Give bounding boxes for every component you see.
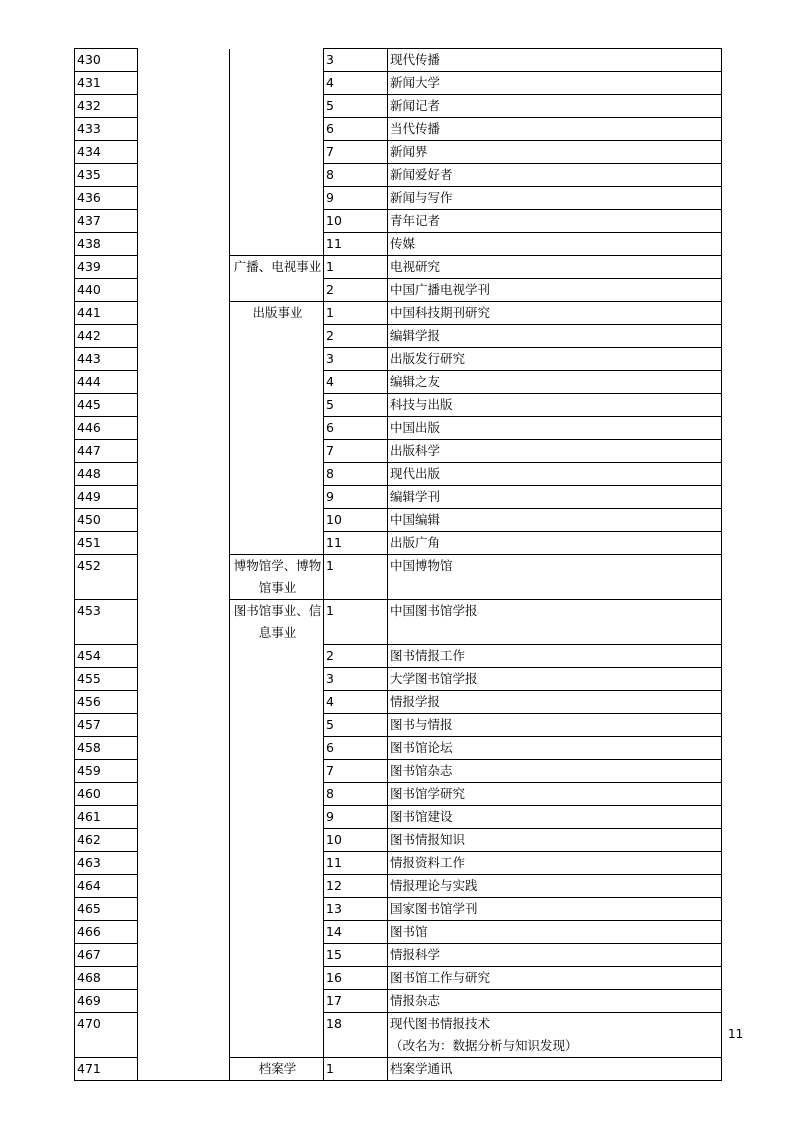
- sub-category-cell: [230, 852, 324, 875]
- sequence-cell: 7: [324, 760, 388, 783]
- journal-name: 出版发行研究: [390, 351, 466, 366]
- sub-category-cell: [230, 187, 324, 210]
- sub-category-cell: [230, 898, 324, 921]
- journal-name-cell: [388, 783, 722, 806]
- page-number: 11: [728, 1027, 744, 1041]
- row-number-cell: 438: [75, 233, 138, 256]
- main-category-cell: [138, 783, 230, 806]
- main-category-cell: [138, 532, 230, 555]
- journal-name: 档案学通讯: [390, 1061, 453, 1076]
- table-row: [75, 555, 722, 600]
- journal-name-cell: [388, 164, 722, 187]
- journal-name-cell: [388, 1058, 722, 1081]
- row-number-cell: 444: [75, 371, 138, 394]
- main-category-cell: [138, 49, 230, 72]
- journal-catalog-table: [74, 48, 722, 1081]
- sequence-cell: 5: [324, 714, 388, 737]
- journal-name: 大学图书馆学报: [390, 671, 478, 686]
- main-category-cell: [138, 141, 230, 164]
- row-number-cell: 453: [75, 600, 138, 645]
- row-number-cell: 435: [75, 164, 138, 187]
- sequence-cell: 11: [324, 532, 388, 555]
- journal-name-cell: [388, 509, 722, 532]
- main-category-cell: [138, 187, 230, 210]
- row-number-cell: 471: [75, 1058, 138, 1081]
- row-number-cell: 440: [75, 279, 138, 302]
- journal-name-cell: [388, 440, 722, 463]
- row-number-cell: 445: [75, 394, 138, 417]
- main-category-cell: [138, 1013, 230, 1058]
- row-number-cell: 452: [75, 555, 138, 600]
- main-category-cell: [138, 852, 230, 875]
- sequence-cell: 14: [324, 921, 388, 944]
- row-number-cell: 450: [75, 509, 138, 532]
- sequence-cell: 8: [324, 783, 388, 806]
- journal-name-cell: [388, 600, 722, 645]
- row-number-cell: 455: [75, 668, 138, 691]
- sub-category-cell: [230, 806, 324, 829]
- table-row: [75, 463, 722, 486]
- main-category-cell: [138, 645, 230, 668]
- sequence-cell: 4: [324, 691, 388, 714]
- row-number-cell: 468: [75, 967, 138, 990]
- journal-name: 图书与情报: [390, 717, 453, 732]
- sequence-cell: 1: [324, 600, 388, 645]
- sequence-cell: 5: [324, 95, 388, 118]
- row-number-cell: 457: [75, 714, 138, 737]
- main-category-cell: [138, 875, 230, 898]
- sub-category-cell: [230, 164, 324, 187]
- table-row: [75, 645, 722, 668]
- sequence-cell: 6: [324, 737, 388, 760]
- table-row: [75, 1058, 722, 1081]
- sequence-cell: 10: [324, 829, 388, 852]
- journal-name: 出版广角: [390, 535, 441, 550]
- journal-name: 中国出版: [390, 420, 441, 435]
- sequence-cell: 2: [324, 279, 388, 302]
- sub-category-cell: [230, 348, 324, 371]
- sub-category-cell: [230, 49, 324, 72]
- main-category-cell: [138, 95, 230, 118]
- table-row: [75, 990, 722, 1013]
- sub-category-cell: 图书馆事业、信息事业: [230, 600, 324, 645]
- table-row: [75, 783, 722, 806]
- row-number-cell: 433: [75, 118, 138, 141]
- main-category-cell: [138, 668, 230, 691]
- sequence-cell: 3: [324, 668, 388, 691]
- sequence-cell: 17: [324, 990, 388, 1013]
- main-category-cell: [138, 760, 230, 783]
- table-row: [75, 691, 722, 714]
- main-category-cell: [138, 829, 230, 852]
- row-number-cell: 466: [75, 921, 138, 944]
- sequence-cell: 3: [324, 348, 388, 371]
- sequence-cell: 1: [324, 555, 388, 600]
- journal-name: 图书情报工作: [390, 648, 466, 663]
- journal-name-cell: [388, 210, 722, 233]
- sequence-cell: 10: [324, 509, 388, 532]
- main-category-cell: [138, 486, 230, 509]
- table-row: [75, 668, 722, 691]
- sub-category-cell: [230, 668, 324, 691]
- table-row: [75, 898, 722, 921]
- sequence-cell: 4: [324, 371, 388, 394]
- journal-name: 传媒: [390, 236, 416, 251]
- journal-name-cell: [388, 371, 722, 394]
- table-row: [75, 714, 722, 737]
- sub-category-cell: [230, 417, 324, 440]
- sequence-cell: 10: [324, 210, 388, 233]
- row-number-cell: 430: [75, 49, 138, 72]
- main-category-cell: [138, 118, 230, 141]
- main-category-cell: [138, 921, 230, 944]
- sub-category-cell: [230, 141, 324, 164]
- sub-category-cell: [230, 921, 324, 944]
- row-number-cell: 447: [75, 440, 138, 463]
- main-category-cell: [138, 944, 230, 967]
- table-row: [75, 371, 722, 394]
- journal-rename-note: （改名为：数据分析与知识发现）: [390, 1038, 578, 1053]
- journal-name: 中国图书馆学报: [390, 603, 478, 618]
- sequence-cell: 3: [324, 49, 388, 72]
- row-number-cell: 456: [75, 691, 138, 714]
- journal-name: 图书馆: [390, 924, 428, 939]
- main-category-cell: [138, 440, 230, 463]
- journal-name-cell: [388, 532, 722, 555]
- row-number-cell: 437: [75, 210, 138, 233]
- journal-name: 中国博物馆: [390, 558, 453, 573]
- row-number-cell: 442: [75, 325, 138, 348]
- sub-category-cell: [230, 1013, 324, 1058]
- sub-category-cell: [230, 394, 324, 417]
- row-number-cell: 441: [75, 302, 138, 325]
- table-row: [75, 760, 722, 783]
- sequence-cell: 1: [324, 256, 388, 279]
- journal-name: 图书馆杂志: [390, 763, 453, 778]
- sub-category-cell: [230, 233, 324, 256]
- main-category-cell: [138, 256, 230, 279]
- sequence-cell: 6: [324, 417, 388, 440]
- row-number-cell: 458: [75, 737, 138, 760]
- main-category-cell: [138, 990, 230, 1013]
- journal-name-cell: [388, 279, 722, 302]
- row-number-cell: 439: [75, 256, 138, 279]
- sequence-cell: 4: [324, 72, 388, 95]
- row-number-cell: 464: [75, 875, 138, 898]
- journal-name: 图书情报知识: [390, 832, 466, 847]
- journal-name-cell: [388, 921, 722, 944]
- sequence-cell: 1: [324, 1058, 388, 1081]
- sub-category-cell: [230, 72, 324, 95]
- sub-category-cell: [230, 760, 324, 783]
- sub-category-cell: [230, 645, 324, 668]
- main-category-cell: [138, 1058, 230, 1081]
- main-category-cell: [138, 463, 230, 486]
- main-category-cell: [138, 714, 230, 737]
- journal-name-cell: [388, 348, 722, 371]
- journal-name: 编辑之友: [390, 374, 441, 389]
- journal-name: 现代出版: [390, 466, 441, 481]
- journal-name-cell: [388, 141, 722, 164]
- sub-category-cell: [230, 532, 324, 555]
- row-number-cell: 465: [75, 898, 138, 921]
- main-category-cell: [138, 600, 230, 645]
- journal-name: 国家图书馆学刊: [390, 901, 478, 916]
- main-category-cell: [138, 371, 230, 394]
- main-category-cell: [138, 233, 230, 256]
- table-row: [75, 95, 722, 118]
- row-number-cell: 446: [75, 417, 138, 440]
- journal-name-cell: [388, 898, 722, 921]
- sub-category-cell: [230, 509, 324, 532]
- sequence-cell: 15: [324, 944, 388, 967]
- sub-category-cell: [230, 967, 324, 990]
- table-row: [75, 394, 722, 417]
- sequence-cell: 1: [324, 302, 388, 325]
- row-number-cell: 436: [75, 187, 138, 210]
- journal-name: 科技与出版: [390, 397, 453, 412]
- sub-category-cell: 档案学: [230, 1058, 324, 1081]
- sub-category-cell: [230, 944, 324, 967]
- journal-name: 情报学报: [390, 694, 441, 709]
- row-number-cell: 454: [75, 645, 138, 668]
- main-category-cell: [138, 967, 230, 990]
- table-row: [75, 532, 722, 555]
- table-row: [75, 600, 722, 645]
- row-number-cell: 449: [75, 486, 138, 509]
- journal-name: 新闻大学: [390, 75, 441, 90]
- journal-name-cell: [388, 944, 722, 967]
- journal-name-cell: [388, 49, 722, 72]
- journal-name: 现代传播: [390, 52, 441, 67]
- journal-name: 情报杂志: [390, 993, 441, 1008]
- row-number-cell: 432: [75, 95, 138, 118]
- main-category-cell: [138, 417, 230, 440]
- sequence-cell: 9: [324, 187, 388, 210]
- journal-name-cell: [388, 486, 722, 509]
- row-number-cell: 462: [75, 829, 138, 852]
- table-row: [75, 233, 722, 256]
- journal-name: 编辑学报: [390, 328, 441, 343]
- journal-name-cell: [388, 256, 722, 279]
- sub-category-cell: [230, 279, 324, 302]
- sequence-cell: 9: [324, 486, 388, 509]
- journal-name-cell: [388, 233, 722, 256]
- sub-category-cell: [230, 783, 324, 806]
- journal-name-cell: [388, 691, 722, 714]
- sub-category-cell: [230, 210, 324, 233]
- journal-name-cell: [388, 417, 722, 440]
- sequence-cell: 7: [324, 141, 388, 164]
- sub-category-cell: [230, 486, 324, 509]
- table-row: [75, 118, 722, 141]
- journal-name: 新闻界: [390, 144, 428, 159]
- main-category-cell: [138, 210, 230, 233]
- journal-name: 中国广播电视学刊: [390, 282, 491, 297]
- table-row: [75, 967, 722, 990]
- table-row: [75, 806, 722, 829]
- journal-name-cell: [388, 95, 722, 118]
- table-row: [75, 302, 722, 325]
- journal-name: 新闻记者: [390, 98, 441, 113]
- journal-name: 现代图书情报技术: [390, 1016, 491, 1031]
- journal-name: 新闻与写作: [390, 190, 453, 205]
- journal-name: 图书馆学研究: [390, 786, 466, 801]
- sub-category-cell: [230, 829, 324, 852]
- sub-category-cell: [230, 990, 324, 1013]
- sub-category-cell: [230, 737, 324, 760]
- sequence-cell: 18: [324, 1013, 388, 1058]
- table-row: [75, 187, 722, 210]
- journal-name-cell: [388, 302, 722, 325]
- table-row: [75, 737, 722, 760]
- table-row: [75, 875, 722, 898]
- main-category-cell: [138, 279, 230, 302]
- journal-name-cell: [388, 668, 722, 691]
- sub-category-cell: [230, 463, 324, 486]
- sequence-cell: 6: [324, 118, 388, 141]
- sequence-cell: 2: [324, 645, 388, 668]
- main-category-cell: [138, 164, 230, 187]
- journal-name: 中国编辑: [390, 512, 441, 527]
- journal-name-cell: [388, 967, 722, 990]
- main-category-cell: [138, 898, 230, 921]
- journal-name-cell: [388, 645, 722, 668]
- sequence-cell: 8: [324, 463, 388, 486]
- main-category-cell: [138, 348, 230, 371]
- row-number-cell: 460: [75, 783, 138, 806]
- row-number-cell: 469: [75, 990, 138, 1013]
- row-number-cell: 467: [75, 944, 138, 967]
- journal-name: 情报理论与实践: [390, 878, 478, 893]
- journal-name: 图书馆建设: [390, 809, 453, 824]
- journal-name: 中国科技期刊研究: [390, 305, 491, 320]
- table-row: [75, 829, 722, 852]
- journal-name-cell: [388, 118, 722, 141]
- sub-category-cell: 出版事业: [230, 302, 324, 325]
- journal-name: 图书馆论坛: [390, 740, 453, 755]
- sequence-cell: 7: [324, 440, 388, 463]
- sub-category-cell: [230, 691, 324, 714]
- row-number-cell: 451: [75, 532, 138, 555]
- sequence-cell: 13: [324, 898, 388, 921]
- sequence-cell: 11: [324, 852, 388, 875]
- main-category-cell: [138, 325, 230, 348]
- sub-category-cell: [230, 371, 324, 394]
- main-category-cell: [138, 72, 230, 95]
- journal-name: 图书馆工作与研究: [390, 970, 491, 985]
- row-number-cell: 443: [75, 348, 138, 371]
- sequence-cell: 9: [324, 806, 388, 829]
- sub-category-cell: [230, 714, 324, 737]
- row-number-cell: 434: [75, 141, 138, 164]
- table-row: [75, 279, 722, 302]
- row-number-cell: 470: [75, 1013, 138, 1058]
- row-number-cell: 461: [75, 806, 138, 829]
- row-number-cell: 463: [75, 852, 138, 875]
- sequence-cell: 8: [324, 164, 388, 187]
- table-row: [75, 486, 722, 509]
- journal-name-cell: [388, 806, 722, 829]
- sequence-cell: 12: [324, 875, 388, 898]
- journal-name-cell: [388, 737, 722, 760]
- journal-name-cell: [388, 555, 722, 600]
- main-category-cell: [138, 737, 230, 760]
- journal-name-cell: [388, 760, 722, 783]
- sub-category-cell: [230, 875, 324, 898]
- row-number-cell: 431: [75, 72, 138, 95]
- sub-category-cell: [230, 118, 324, 141]
- journal-name: 青年记者: [390, 213, 441, 228]
- table-row: [75, 417, 722, 440]
- journal-name: 电视研究: [390, 259, 441, 274]
- table-row: [75, 509, 722, 532]
- table-row: [75, 325, 722, 348]
- table-row: [75, 921, 722, 944]
- journal-name-cell: [388, 990, 722, 1013]
- journal-name: 编辑学刊: [390, 489, 441, 504]
- table-row: [75, 1013, 722, 1058]
- main-category-cell: [138, 302, 230, 325]
- sub-category-cell: 广播、电视事业: [230, 256, 324, 279]
- journal-name: 情报科学: [390, 947, 441, 962]
- table-row: [75, 852, 722, 875]
- table-row: [75, 348, 722, 371]
- journal-name-cell: [388, 325, 722, 348]
- sub-category-cell: [230, 95, 324, 118]
- main-category-cell: [138, 691, 230, 714]
- sub-category-cell: 博物馆学、博物馆事业: [230, 555, 324, 600]
- table-row: [75, 440, 722, 463]
- journal-name: 新闻爱好者: [390, 167, 453, 182]
- catalog-body: [75, 49, 722, 1081]
- journal-name-cell: [388, 72, 722, 95]
- table-row: [75, 210, 722, 233]
- sequence-cell: 11: [324, 233, 388, 256]
- journal-name: 情报资料工作: [390, 855, 466, 870]
- table-row: [75, 944, 722, 967]
- sequence-cell: 16: [324, 967, 388, 990]
- main-category-cell: [138, 394, 230, 417]
- table-row: [75, 72, 722, 95]
- sequence-cell: 2: [324, 325, 388, 348]
- journal-name-cell: [388, 852, 722, 875]
- sub-category-cell: [230, 325, 324, 348]
- journal-name-cell: [388, 1013, 722, 1058]
- table-row: [75, 49, 722, 72]
- row-number-cell: 459: [75, 760, 138, 783]
- sub-category-cell: [230, 440, 324, 463]
- main-category-cell: [138, 555, 230, 600]
- journal-name-cell: [388, 875, 722, 898]
- journal-name-cell: [388, 714, 722, 737]
- table-row: [75, 256, 722, 279]
- journal-name: 当代传播: [390, 121, 441, 136]
- journal-name-cell: [388, 829, 722, 852]
- journal-name-cell: [388, 463, 722, 486]
- main-category-cell: [138, 806, 230, 829]
- journal-name: 出版科学: [390, 443, 441, 458]
- journal-name-cell: [388, 394, 722, 417]
- table-row: [75, 141, 722, 164]
- table-row: [75, 164, 722, 187]
- sequence-cell: 5: [324, 394, 388, 417]
- main-category-cell: [138, 509, 230, 532]
- journal-name-cell: [388, 187, 722, 210]
- row-number-cell: 448: [75, 463, 138, 486]
